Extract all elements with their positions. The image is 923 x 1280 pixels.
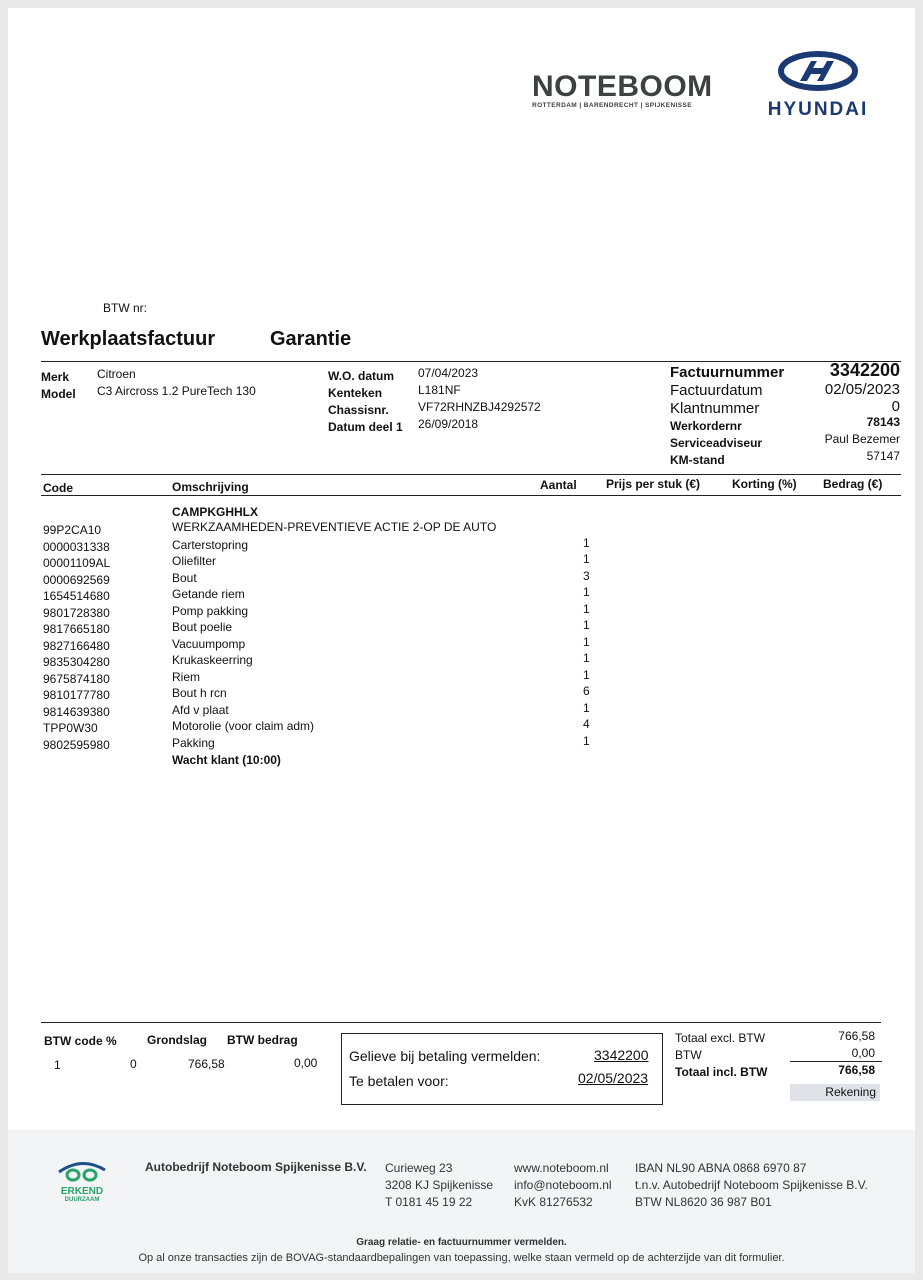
chassis-value: VF72RHNZBJ4292572 <box>418 400 541 414</box>
footer-note-1: Graag relatie- en factuurnummer vermelden. <box>356 1237 567 1248</box>
footer-address2: 3208 KJ Spijkenisse <box>385 1178 494 1192</box>
rekening-badge: Rekening <box>790 1084 880 1101</box>
payment-box <box>341 1033 663 1105</box>
datum-deel1-label: Datum deel 1 <box>328 420 403 434</box>
dealer-name: NOTEBOOM <box>532 70 713 103</box>
row-desc: Afd v plaat <box>172 703 229 717</box>
model-label: Model <box>41 387 76 401</box>
factuurdatum-label: Factuurdatum <box>670 382 763 399</box>
row-desc: Pakking <box>172 736 215 750</box>
row-qty: 1 <box>583 585 590 599</box>
total-incl-label: Totaal incl. BTW <box>675 1065 768 1079</box>
row-code: 1654514680 <box>43 589 110 603</box>
vat-bedrag-label: BTW bedrag <box>227 1033 298 1047</box>
datum-deel1-value: 26/09/2018 <box>418 417 479 431</box>
row-qty: 1 <box>583 668 590 682</box>
col-prijs: Prijs per stuk (€) <box>606 477 701 491</box>
footer-tnv: t.n.v. Autobedrijf Noteboom Spijkenisse B.V. <box>635 1178 868 1192</box>
row-desc: Oliefilter <box>172 554 217 568</box>
row-code: 9675874180 <box>43 672 110 686</box>
brand-name: HYUNDAI <box>767 99 869 120</box>
row-code: 9827166480 <box>43 639 110 653</box>
row-qty: 1 <box>583 701 590 715</box>
row-code: 9810177780 <box>43 688 110 702</box>
factuurnummer-label: Factuurnummer <box>670 364 785 381</box>
factuurnummer-value: 3342200 <box>829 360 900 380</box>
km-stand-label: KM-stand <box>670 453 725 467</box>
table-note: Wacht klant (10:00) <box>172 753 281 767</box>
row-qty: 1 <box>583 635 590 649</box>
badge-top-text: ERKEND <box>60 1186 104 1197</box>
col-aantal: Aantal <box>540 478 577 492</box>
footer-kvk: KvK 81276532 <box>514 1195 593 1209</box>
serviceadviseur-label: Serviceadviseur <box>670 436 763 450</box>
row-code: 9801728380 <box>43 606 110 620</box>
col-omschrijving: Omschrijving <box>172 480 249 494</box>
row-code: 0000692569 <box>43 573 110 587</box>
row-code: 9814639380 <box>43 705 110 719</box>
hyundai-emblem-icon <box>778 50 858 92</box>
merk-label: Merk <box>41 370 70 384</box>
row-code: TPP0W30 <box>43 721 98 735</box>
merk-value: Citroen <box>97 367 136 381</box>
row-qty: 1 <box>583 734 590 748</box>
row-desc: Bout poelie <box>172 620 233 634</box>
row-code: 9835304280 <box>43 655 110 669</box>
row-desc: Bout <box>172 571 197 585</box>
row-qty: 4 <box>583 717 590 731</box>
total-excl-value: 766,58 <box>838 1029 875 1043</box>
serviceadviseur-value: Paul Bezemer <box>824 432 900 446</box>
row-desc: Vacuumpomp <box>172 637 246 651</box>
badge-bottom-text: DUURZAAM <box>64 1197 100 1203</box>
vat-code-label: BTW code % <box>44 1034 117 1048</box>
vat-grondslag: 766,58 <box>188 1057 225 1071</box>
footer-note-2: Op al onze transacties zijn de BOVAG-standaardbepalingen van toepassing, welke staan vermeld op de achterzijde van dit formulier. <box>138 1252 785 1264</box>
footer <box>8 1130 915 1273</box>
row-code: 9802595980 <box>43 738 110 752</box>
row-qty: 1 <box>583 651 590 665</box>
group-line-code: 99P2CA10 <box>43 523 102 537</box>
total-line <box>790 1061 882 1062</box>
vat-grondslag-label: Grondslag <box>147 1033 208 1047</box>
payment-reference-label: Gelieve bij betaling vermelden: <box>349 1048 541 1064</box>
btw-nr-label: BTW nr: <box>103 301 147 315</box>
footer-web: www.noteboom.nl <box>514 1161 609 1175</box>
km-stand-value: 57147 <box>866 449 900 463</box>
hyundai-logo <box>758 50 878 121</box>
row-desc: Pomp pakking <box>172 604 249 618</box>
divider <box>41 474 901 475</box>
doc-title: Werkplaatsfactuur <box>41 328 216 350</box>
row-qty: 1 <box>583 536 590 550</box>
vat-bedrag: 0,00 <box>294 1056 318 1070</box>
row-code: 0000031338 <box>43 540 110 554</box>
row-desc: Carterstopring <box>172 538 249 552</box>
wo-datum-label: W.O. datum <box>328 369 394 383</box>
col-code: Code <box>43 481 73 495</box>
group-code: CAMPKGHHLX <box>172 505 258 519</box>
total-incl-value: 766,58 <box>838 1063 875 1077</box>
footer-email: info@noteboom.nl <box>514 1178 612 1192</box>
row-qty: 3 <box>583 569 590 583</box>
row-qty: 6 <box>583 684 590 698</box>
payment-due-label: Te betalen voor: <box>349 1073 449 1089</box>
row-qty: 1 <box>583 602 590 616</box>
payment-due: 02/05/2023 <box>578 1070 649 1086</box>
wo-datum-value: 07/04/2023 <box>418 366 479 380</box>
klantnummer-label: Klantnummer <box>670 400 760 417</box>
row-qty: 1 <box>583 552 590 566</box>
invoice-page <box>8 8 915 1273</box>
model-value: C3 Aircross 1.2 PureTech 130 <box>97 384 256 398</box>
klantnummer-value: 0 <box>891 398 900 415</box>
erkend-duurzaam-icon <box>56 1160 108 1182</box>
werkordernr-value: 78143 <box>866 415 900 429</box>
factuurdatum-value: 02/05/2023 <box>824 381 900 398</box>
row-code: 9817665180 <box>43 622 110 636</box>
col-bedrag: Bedrag (€) <box>823 477 883 491</box>
row-desc: Bout h rcn <box>172 686 227 700</box>
kenteken-label: Kenteken <box>328 386 383 400</box>
total-btw-label: BTW <box>675 1048 702 1062</box>
footer-iban: IBAN NL90 ABNA 0868 6970 87 <box>635 1161 807 1175</box>
divider <box>41 361 901 362</box>
row-desc: Krukaskeerring <box>172 653 253 667</box>
table-header-line <box>41 495 901 496</box>
divider <box>41 1022 881 1023</box>
kenteken-value: L181NF <box>418 383 461 397</box>
vat-code: 1 <box>54 1058 61 1072</box>
payment-reference: 3342200 <box>594 1047 649 1063</box>
dealer-locations: ROTTERDAM | BARENDRECHT | SPIJKENISSE <box>532 102 693 109</box>
footer-address1: Curieweg 23 <box>385 1161 453 1175</box>
group-line-desc: WERKZAAMHEDEN-PREVENTIEVE ACTIE 2-OP DE AUTO <box>172 520 497 534</box>
total-btw-value: 0,00 <box>851 1046 875 1060</box>
row-code: 00001109AL <box>43 556 111 570</box>
noteboom-logo <box>532 70 713 109</box>
footer-company: Autobedrijf Noteboom Spijkenisse B.V. <box>145 1160 367 1174</box>
doc-type: Garantie <box>270 328 352 350</box>
vat-percent: 0 <box>130 1057 137 1071</box>
row-desc: Motorolie (voor claim adm) <box>172 719 315 733</box>
row-desc: Riem <box>172 670 201 684</box>
col-korting: Korting (%) <box>732 477 797 491</box>
werkordernr-label: Werkordernr <box>670 419 742 433</box>
row-qty: 1 <box>583 618 590 632</box>
row-desc: Getande riem <box>172 587 245 601</box>
footer-btw: BTW NL8620 36 987 B01 <box>635 1195 772 1209</box>
total-excl-label: Totaal excl. BTW <box>675 1031 766 1045</box>
erkend-duurzaam-badge <box>54 1160 110 1204</box>
footer-phone: T 0181 45 19 22 <box>385 1195 473 1209</box>
chassis-label: Chassisnr. <box>328 403 389 417</box>
